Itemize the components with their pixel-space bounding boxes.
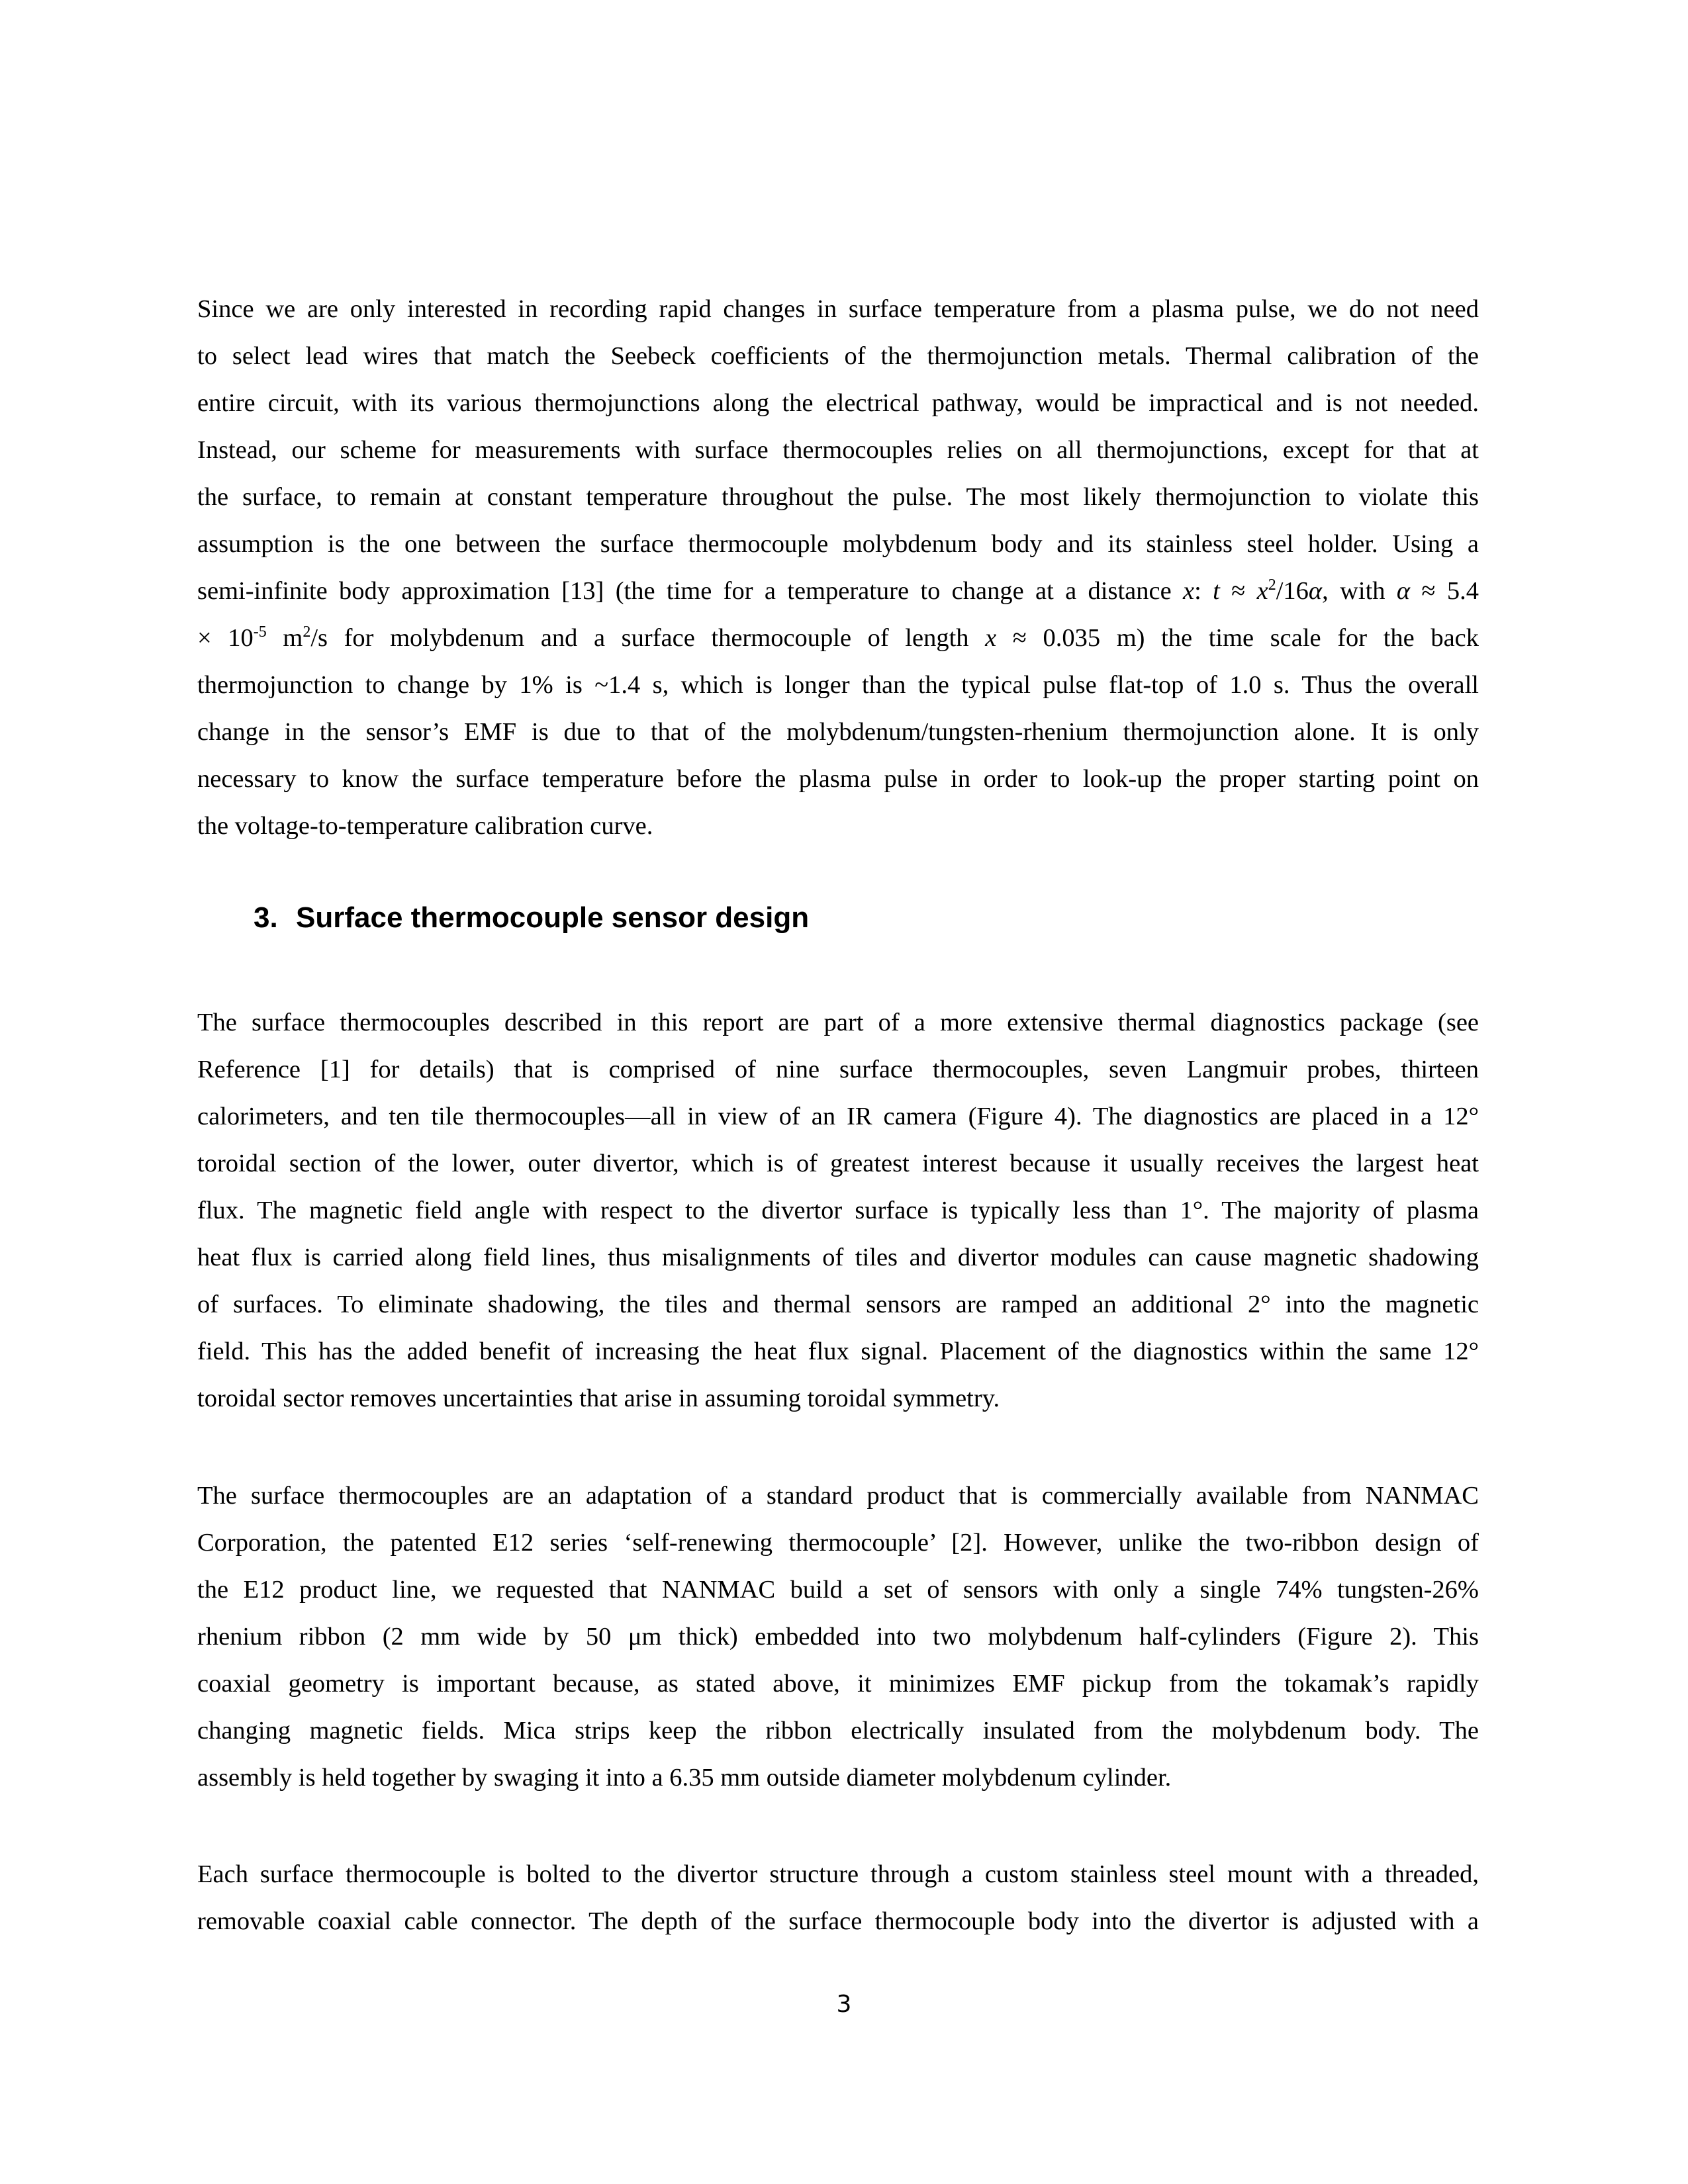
text-run: ≈ 0.035 m) the time scale for the back — [996, 624, 1479, 652]
text-line: The surface thermocouples described in this report are part of a more extensive thermal diagnostics package (see — [197, 1009, 1479, 1036]
text-line: toroidal section of the lower, outer divertor, which is of greatest interest because it usually receives the largest heat — [197, 1150, 1479, 1177]
text-line: heat flux is carried along field lines, thus misalignments of tiles and divertor modules can cause magnetic shadowing — [197, 1244, 1479, 1271]
text-line: to select lead wires that match the Seebeck coefficients of the thermojunction metals. Thermal calibration of the — [197, 342, 1479, 370]
variable-x: x — [1256, 577, 1268, 605]
text-run: , with — [1322, 577, 1397, 605]
text-run: ≈ — [1219, 577, 1257, 605]
text-line: Reference [1] for details) that is comprised of nine surface thermocouples, seven Langmuir probes, thirteen — [197, 1056, 1479, 1083]
variable-alpha: α — [1396, 577, 1411, 605]
page-number: 3 — [836, 1991, 852, 2018]
text-run: × 10 — [197, 624, 254, 652]
text-line-formula — [197, 615, 1479, 662]
section-heading — [254, 901, 809, 934]
text-run: /16 — [1276, 577, 1309, 605]
text-line: change in the sensor’s EMF is due to that of the molybdenum/tungsten-rhenium thermojunction alone. It is only — [197, 718, 1479, 746]
variable-x: x — [1183, 577, 1195, 605]
text-line: Since we are only interested in recording rapid changes in surface temperature from a plasma pulse, we do not need — [197, 295, 1479, 323]
text-line: of surfaces. To eliminate shadowing, the tiles and thermal sensors are ramped an additional 2° into the magnetic — [197, 1291, 1479, 1318]
text-line: Instead, our scheme for measurements with surface thermocouples relies on all thermojunctions, except for that at — [197, 436, 1479, 464]
paragraph-thermojunction-scheme — [197, 286, 1479, 850]
text-line: The surface thermocouples are an adaptation of a standard product that is commercially available from NANMAC — [197, 1482, 1479, 1510]
superscript: 2 — [303, 623, 311, 641]
section-title: Surface thermocouple sensor design — [296, 901, 810, 934]
section-number: 3. — [254, 901, 278, 934]
text-line: Corporation, the patented E12 series ‘self-renewing thermocouple’ [2]. However, unlike the two-ribbon design of — [197, 1529, 1479, 1557]
paragraph-diagnostics-package — [197, 999, 1479, 1422]
text-run: /s for molybdenum and a surface thermocouple of length — [310, 624, 986, 652]
text-line: changing magnetic fields. Mica strips keep the ribbon electrically insulated from the molybdenum body. The — [197, 1717, 1479, 1745]
text-run: : — [1194, 577, 1213, 605]
superscript: 2 — [1268, 576, 1276, 594]
text-line: calorimeters, and ten tile thermocouples—all in view of an IR camera (Figure 4). The diagnostics are placed in a 12° — [197, 1103, 1479, 1130]
variable-alpha: α — [1308, 577, 1323, 605]
variable-x: x — [985, 624, 997, 652]
text-line: thermojunction to change by 1% is ~1.4 s, which is longer than the typical pulse flat-top of 1.0 s. Thus the overall — [197, 671, 1479, 699]
text-line: the voltage-to-temperature calibration curve. — [197, 812, 653, 840]
text-line: assumption is the one between the surface thermocouple molybdenum body and its stainless steel holder. Using a — [197, 530, 1479, 558]
text-line: necessary to know the surface temperature before the plasma pulse in order to look-up the proper starting point on — [197, 765, 1479, 793]
text-run: ≈ 5.4 — [1410, 577, 1479, 605]
superscript: -5 — [253, 623, 267, 641]
text-line: Each surface thermocouple is bolted to the divertor structure through a custom stainless steel mount with a threaded, — [197, 1860, 1479, 1888]
text-line: coaxial geometry is important because, as stated above, it minimizes EMF pickup from the tokamak’s rapidly — [197, 1670, 1479, 1698]
text-line: toroidal sector removes uncertainties that arise in assuming toroidal symmetry. — [197, 1385, 1000, 1412]
text-line: the E12 product line, we requested that NANMAC build a set of sensors with only a single 74% tungsten-26% — [197, 1576, 1479, 1604]
text-line: the surface, to remain at constant temperature throughout the pulse. The most likely thermojunction to violate this — [197, 483, 1479, 511]
text-run: semi-infinite body approximation [13] (the time for a temperature to change at a distance — [197, 577, 1184, 605]
text-run: m — [266, 624, 303, 652]
variable-t: t — [1213, 577, 1220, 605]
text-line: assembly is held together by swaging it into a 6.35 mm outside diameter molybdenum cylinder. — [197, 1764, 1172, 1792]
text-line-formula — [197, 568, 1479, 615]
text-line: rhenium ribbon (2 mm wide by 50 μm thick) embedded into two molybdenum half-cylinders (Figure 2). This — [197, 1623, 1479, 1651]
paragraph-nanmac-adaptation — [197, 1473, 1479, 1801]
text-line: entire circuit, with its various thermojunctions along the electrical pathway, would be impractical and is not needed. — [197, 389, 1479, 417]
paragraph-mounting — [197, 1851, 1479, 1945]
text-line: removable coaxial cable connector. The depth of the surface thermocouple body into the divertor is adjusted with a — [197, 1907, 1479, 1935]
text-line: flux. The magnetic field angle with respect to the divertor surface is typically less than 1°. The majority of plasma — [197, 1197, 1479, 1224]
text-line: field. This has the added benefit of increasing the heat flux signal. Placement of the diagnostics within the same 12° — [197, 1338, 1479, 1365]
